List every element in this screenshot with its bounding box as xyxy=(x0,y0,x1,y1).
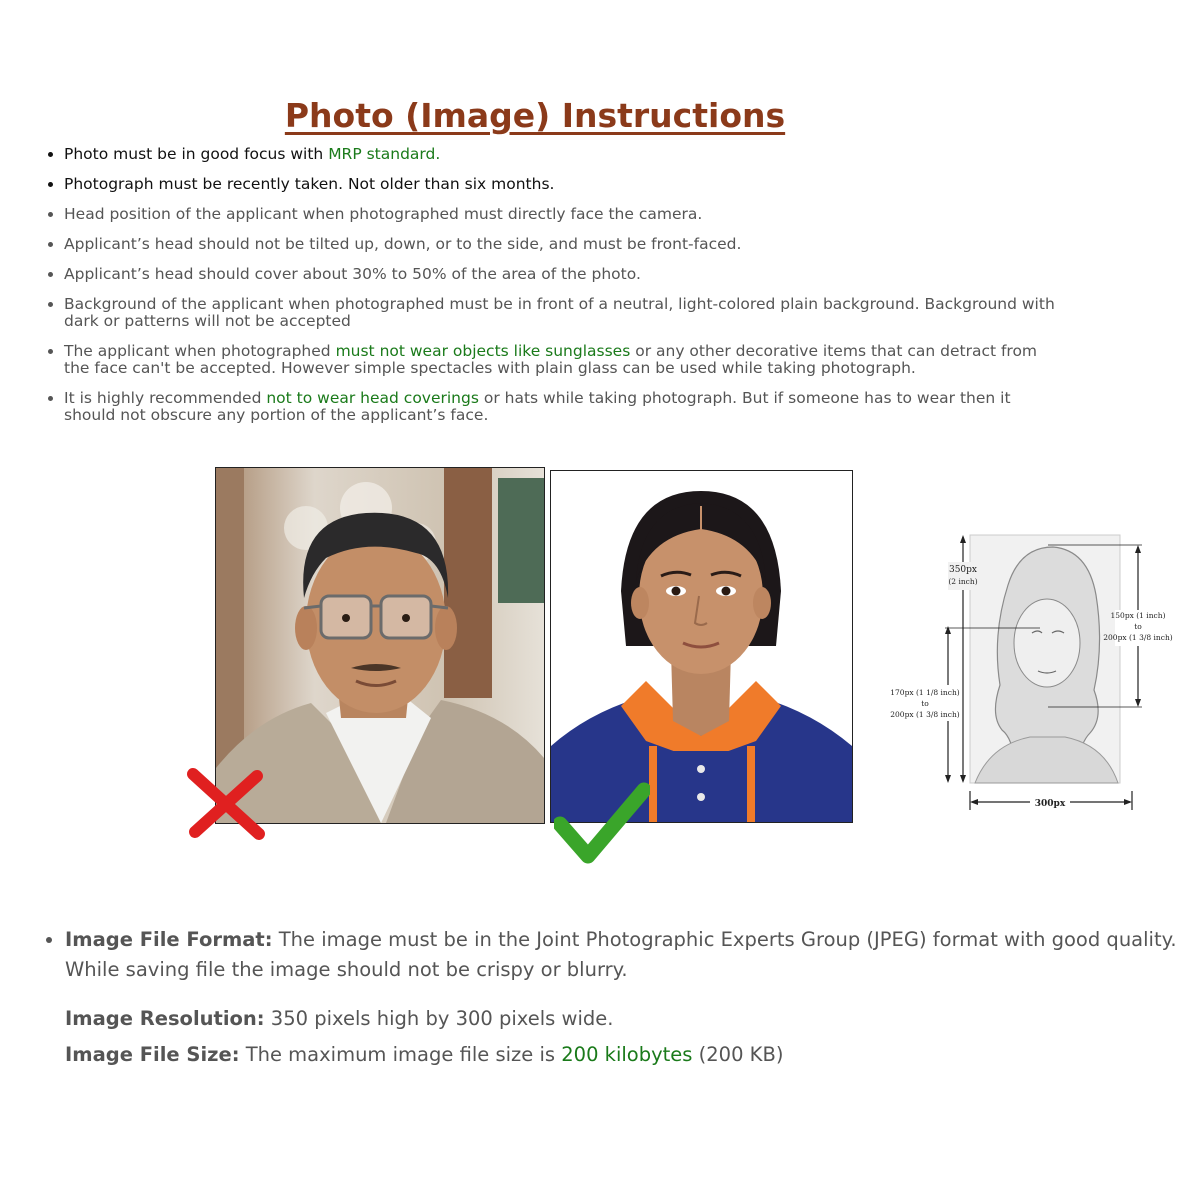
rule-text: It is highly recommended xyxy=(64,389,267,407)
man-portrait-illustration xyxy=(216,468,544,823)
dim-eye-to-label: to xyxy=(921,699,929,708)
rule-text: Applicant’s head should cover about 30% to 50% of the area of the photo. xyxy=(64,265,641,283)
spec-resolution xyxy=(65,1007,613,1030)
rule-item xyxy=(64,296,1064,330)
page-title: Photo (Image) Instructions xyxy=(284,96,786,135)
rule-item xyxy=(64,343,1064,377)
rule-text-cont: or any other decorative items that can detract from the face can't be accepted. However simple spectacles with plain glass can be used while taking photograph. xyxy=(64,342,1038,377)
rule-item xyxy=(64,390,1064,424)
dim-eye-max-label: 200px (1 3/8 inch) xyxy=(890,710,960,719)
dim-eye-min-label: 170px (1 1/8 inch) xyxy=(890,688,960,697)
dim-head-to-label: to xyxy=(1134,622,1142,631)
spec-resolution-text: 350 pixels high by 300 pixels wide. xyxy=(264,1007,614,1030)
reject-cross-icon xyxy=(187,768,265,840)
rule-highlight: not to wear head coverings xyxy=(266,389,479,407)
spec-format-label: Image File Format: xyxy=(65,928,273,951)
rule-item xyxy=(64,176,1064,193)
spec-size-highlight: 200 kilobytes xyxy=(561,1043,693,1066)
photo-rules-list xyxy=(46,146,1064,437)
rule-text: The applicant when photographed xyxy=(64,342,336,360)
rule-item xyxy=(64,236,1064,253)
rule-item xyxy=(64,146,1064,163)
spec-format-text: The image must be in the Joint Photographic Experts Group (JPEG) format with good quality. xyxy=(272,928,1177,951)
spec-format-continued: While saving file the image should not be crispy or blurry. xyxy=(65,958,628,981)
accept-check-icon xyxy=(554,782,650,864)
dim-head-min-label: 150px (1 inch) xyxy=(1110,611,1166,620)
rule-text: Photograph must be recently taken. Not older than six months. xyxy=(64,175,555,193)
rule-item xyxy=(64,266,1064,283)
accepted-example-photo xyxy=(550,470,853,823)
spec-size-label: Image File Size: xyxy=(65,1043,240,1066)
rule-text: Photo must be in good focus with xyxy=(64,145,329,163)
rule-text: Applicant’s head should not be tilted up, down, or to the side, and must be front-faced. xyxy=(64,235,742,253)
spec-resolution-label: Image Resolution: xyxy=(65,1007,265,1030)
dim-width-label: 300px xyxy=(1034,799,1066,809)
dim-height-sublabel: (2 inch) xyxy=(948,577,978,586)
spec-format xyxy=(65,922,1200,958)
rule-highlight: MRP standard. xyxy=(328,145,441,163)
rule-text: Background of the applicant when photographed must be in front of a neutral, light-colored plain background. Background with dark or patterns will not be accepted xyxy=(64,295,1055,330)
girl-portrait-illustration xyxy=(551,471,852,822)
spec-size xyxy=(65,1043,783,1066)
rule-text-cont: or hats while taking photograph. But if someone has to wear then it should not obscure any portion of the applicant’s face. xyxy=(64,389,1011,424)
file-spec-list xyxy=(40,922,1200,958)
rule-item xyxy=(64,206,1064,223)
photo-dimension-diagram xyxy=(890,525,1180,825)
spec-size-text: The maximum image file size is xyxy=(239,1043,562,1066)
spec-size-text-post: (200 KB) xyxy=(692,1043,784,1066)
rule-highlight: must not wear objects like sunglasses xyxy=(335,342,631,360)
dim-height-label: 350px xyxy=(948,565,978,575)
dim-head-max-label: 200px (1 3/8 inch) xyxy=(1103,633,1173,642)
rule-text: Head position of the applicant when photographed must directly face the camera. xyxy=(64,205,703,223)
